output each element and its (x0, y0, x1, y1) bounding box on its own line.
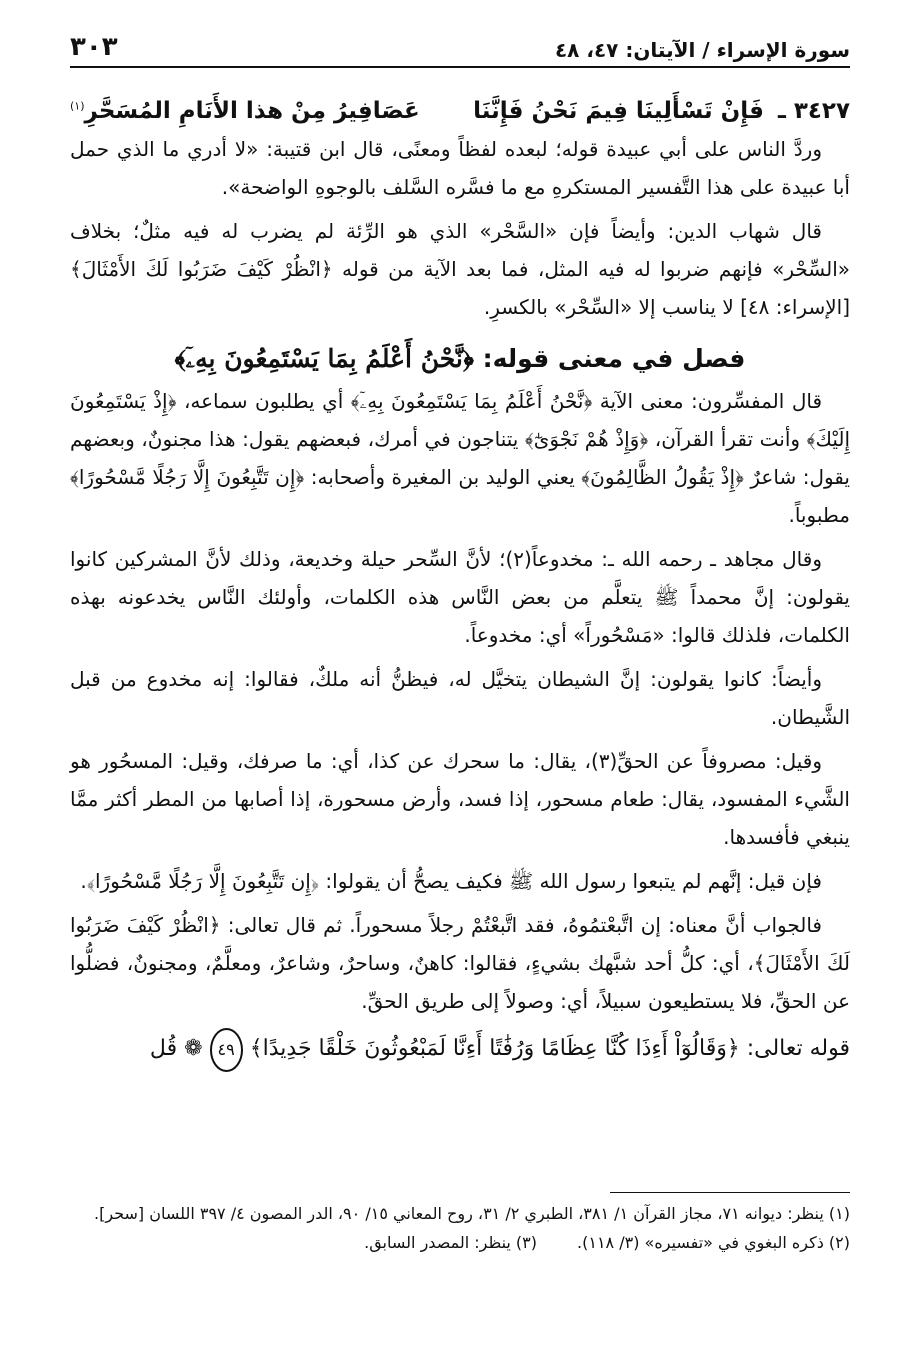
next-verse-prefix: قوله تعالى: (746, 1036, 850, 1061)
footnotes (70, 1192, 850, 1257)
verse-part-1: فَإِنْ تَسْأَلِينَا فِيمَ نَحْنُ فَإِنَّنَا (473, 98, 764, 124)
next-verse-continuation: ❁ قُل (149, 1036, 203, 1061)
paragraph: فإن قيل: إنَّهم لم يتبعوا رسول الله ﷺ فكيف يصحُّ أن يقولوا: ﴿إِن تَتَّبِعُونَ إِلَّا رَجُلًا مَّسْحُورًا﴾. (80, 869, 822, 893)
paragraph: وردَّ الناس على أبي عبيدة قوله؛ لبعده لفظاً ومعنًى، قال ابن قتيبة: «لا أدري ما الذي حمل أبا عبيدة على هذا التَّفسير المستكرهِ مع ما فسَّره السَّلف بالوجوهِ الواضحة». (70, 137, 850, 199)
verse-hemistich-1 (473, 98, 850, 124)
section-heading-quote: ﴿نَّحْنُ أَعْلَمُ بِمَا يَسْتَمِعُونَ بِهِۦٓ﴾ (174, 344, 474, 373)
paragraph: فالجواب أنَّ معناه: إن اتَّبعْتمُوهُ، فقد اتَّبعْتُمْ رجلاً مسحوراً. ثم قال تعالى: ﴿انْظُرْ كَيْفَ ضَرَبُوا لَكَ الأَمْثَالَ﴾، أي: كلُّ أحد شبَّهك بشيءٍ، فقالوا: كاهنٌ، وساحرٌ، وشاعرٌ، ومعلَّمٌ، ومجنونٌ، فضلُّوا عن الحقِّ، فلا يستطيعون سبيلاً، أي: وصولاً إلى طريق الحقِّ. (70, 913, 850, 1013)
paragraph: قال شهاب الدين: وأيضاً فإن «السَّحْر» الذي هو الرِّئة لم يضرب له فيه مثلٌ؛ بخلاف «السِّحْر» فإنهم ضربوا له فيه المثل، فما بعد الآية من قوله ﴿انْظُرْ كَيْفَ ضَرَبُوا لَكَ الأَمْثَالَ﴾ [الإسراء: ٤٨] لا يناسب إلا «السِّحْر» بالكسرِ. (70, 219, 850, 319)
footnote: (١) ينظر: ديوانه ٧١، مجاز القرآن ١/ ٣٨١، الطبري ٢/ ٣١، روح المعاني ١٥/ ٩٠، الدر المصون ٤/ ٣٩٧ اللسان [سحر]. (94, 1204, 850, 1223)
page-number: ٣٠٣ (70, 32, 118, 62)
footnote-ref: (١) (70, 99, 85, 113)
next-verse-quote: ﴿وَقَالُوٓاْ أَءِذَا كُنَّا عِظَامًا وَرُفَٰتًا أَءِنَّا لَمَبْعُوثُونَ خَلْقًا جَدِيدًا﴾ (249, 1036, 740, 1061)
footnote-row (70, 1228, 850, 1257)
next-verse-line (70, 1028, 850, 1072)
footnote: (٣) ينظر: المصدر السابق. (364, 1233, 538, 1252)
footnote: (٢) ذكره البغوي في «تفسيره» (٣/ ١١٨). (577, 1233, 850, 1252)
footnote-divider (610, 1192, 850, 1193)
running-header (70, 22, 850, 68)
paragraph: وقيل: مصروفاً عن الحقِّ(٣)، يقال: ما سحرك عن كذا، أي: ما صرفك، وقيل: المسحُور هو الشَّيء المفسود، يقال: طعام مسحور، إذا فسد، وأرض مسحورة، إذا أصابها من المطر أكثر ممَّا ينبغي فأفسدها. (70, 749, 850, 849)
verse-hemistich-2 (70, 98, 420, 124)
paragraph: وأيضاً: كانوا يقولون: إنَّ الشيطان يتخيَّل له، فيظنُّ أنه ملكٌ، فقالوا: إنه مخدوع من قبل الشَّيطان. (70, 667, 850, 729)
verse-number: ٣٤٢٧ ـ (777, 98, 850, 124)
poetry-verse (70, 98, 850, 124)
paragraph: وقال مجاهد ـ رحمه الله ـ: مخدوعاً(٢)؛ لأنَّ السِّحر حيلة وخديعة، وذلك لأنَّ المشركين كانوا يقولون: إنَّ محمداً ﷺ يتعلَّم من بعض النَّاس هذه الكلمات، وأولئك النَّاس يخدعونه بهذه الكلمات، فلذلك قالوا: «مَسْحُوراً» أي: مخدوعاً. (70, 547, 850, 647)
paragraph: قال المفسِّرون: معنى الآية ﴿نَّحْنُ أَعْلَمُ بِمَا يَسْتَمِعُونَ بِهِۦٓ﴾ أي يطلبون سماعه، ﴿إِذْ يَسْتَمِعُونَ إِلَيْكَ﴾ وأنت تقرأ القرآن، ﴿وَإِذْ هُمْ نَجْوَىٰٓ﴾ يتناجون في أمرك، فبعضهم يقول: هذا مجنونٌ، وبعضهم يقول: شاعرٌ ﴿إِذْ يَقُولُ الظَّالِمُونَ﴾ يعني الوليد بن المغيرة وأصحابه: ﴿إِن تَتَّبِعُونَ إِلَّا رَجُلًا مَّسْحُورًا﴾ مطبوباً. (70, 389, 850, 527)
running-title: سورة الإسراء / الآيتان: ٤٧، ٤٨ (554, 38, 850, 62)
aya-number: ٤٩ (210, 1028, 243, 1072)
section-heading (70, 344, 850, 374)
verse-part-2: عَصَافِيرُ مِنْ هذا الأَنَامِ المُسَحَّرِ (84, 98, 420, 124)
section-heading-text: فصل في معنى قوله: (482, 344, 746, 373)
